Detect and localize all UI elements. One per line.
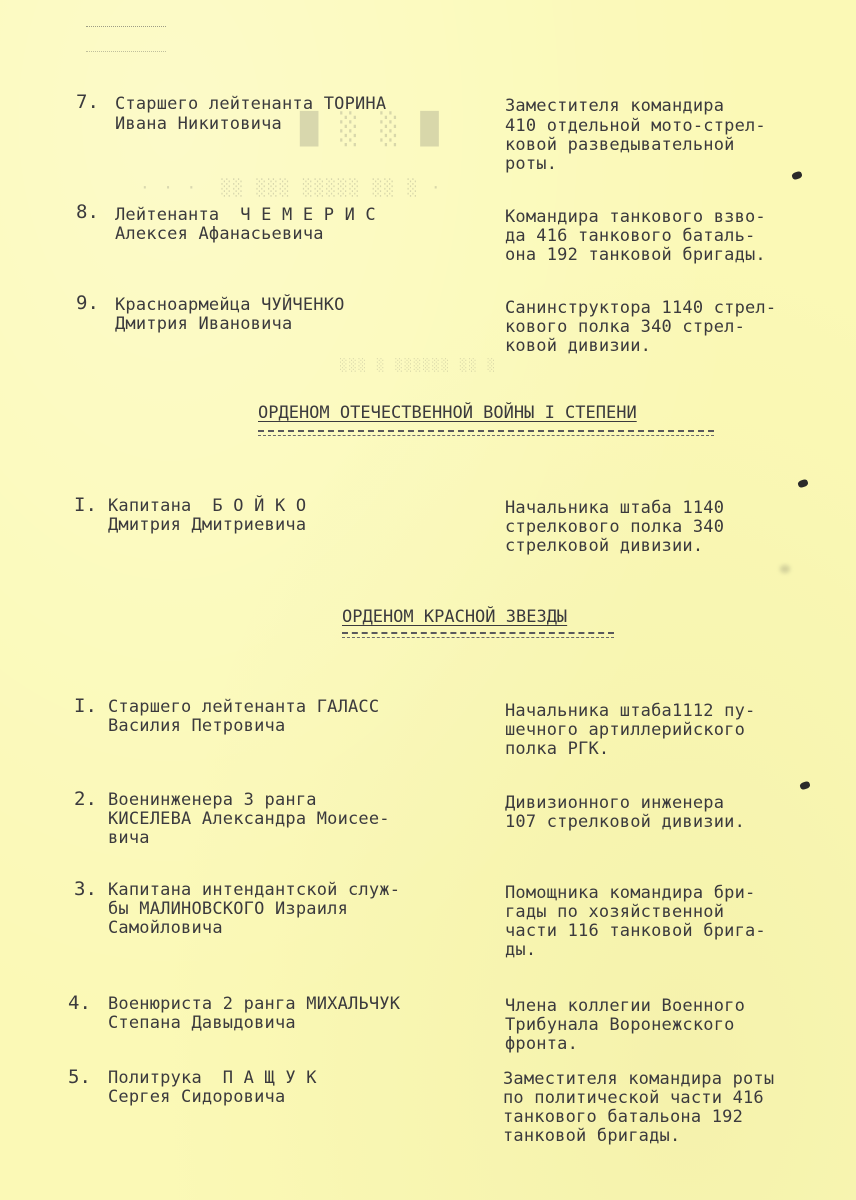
bleed-through-artifact: · · · ░░ ░░░ ░░░░░ ░░ ░ · bbox=[140, 178, 443, 197]
entry-number: 9. bbox=[76, 292, 99, 314]
ink-blot bbox=[797, 479, 809, 489]
position-line: фронта. bbox=[505, 1034, 579, 1054]
position-line: Помощника командира бри- bbox=[505, 883, 756, 903]
recipient-rank-name: Военюриста 2 ранга МИХАЛЬЧУК bbox=[108, 994, 401, 1014]
position-line: роты. bbox=[505, 154, 558, 174]
entry-number: 3. bbox=[74, 878, 97, 900]
position-line: Члена коллегии Военного bbox=[505, 996, 746, 1016]
recipient-rank-name: Политрука П А Щ У К bbox=[108, 1068, 317, 1088]
position-line: кового полка 340 стрел- bbox=[505, 317, 746, 337]
recipient-given-names: Сергея Сидоровича bbox=[108, 1087, 286, 1107]
position-line: стрелковой дивизии. bbox=[505, 536, 704, 556]
entry-number: 5. bbox=[68, 1066, 91, 1088]
bleed-through-artifact: ░░░ ░ ░░░░░░ ░░ ░ bbox=[340, 358, 497, 372]
recipient-rank-name: Военинженера 3 ранга bbox=[108, 790, 317, 810]
recipient-name-continuation: Самойловича bbox=[108, 918, 223, 938]
recipient-rank-name: Лейтенанта Ч Е М Е Р И С bbox=[115, 205, 376, 225]
position-line: танковой бригады. bbox=[503, 1126, 681, 1146]
entry-number: 8. bbox=[76, 201, 99, 223]
recipient-rank-name: Красноармейца ЧУЙЧЕНКО bbox=[115, 295, 345, 315]
recipient-given-names: Дмитрия Ивановича bbox=[115, 314, 293, 334]
position-line: полка РГК. bbox=[505, 739, 610, 759]
position-line: она 192 танковой бригады. bbox=[505, 245, 766, 265]
entry-number: I. bbox=[74, 494, 97, 516]
position-line: гады по хозяйственной bbox=[505, 902, 725, 922]
recipient-name-continuation: вича bbox=[108, 828, 150, 848]
corner-pencil-scribble bbox=[86, 26, 166, 52]
section-heading: ОРДЕНОМ КРАСНОЙ ЗВЕЗДЫ bbox=[342, 607, 568, 627]
recipient-rank-name: Старшего лейтенанта ГАЛАСС bbox=[108, 697, 380, 717]
position-line: Начальника штаба1112 пу- bbox=[505, 701, 756, 721]
position-line: да 416 танкового баталь- bbox=[505, 226, 756, 246]
position-line: части 116 танковой бригa- bbox=[505, 921, 766, 941]
heading-underline-rule bbox=[258, 430, 714, 436]
entry-number: 4. bbox=[68, 992, 91, 1014]
position-line: стрелкового полка 340 bbox=[505, 517, 725, 537]
position-line: Трибунала Воронежского bbox=[505, 1015, 735, 1035]
recipient-given-names: Алексея Афанасьевича bbox=[115, 224, 324, 244]
position-line: шечного артиллерийского bbox=[505, 720, 746, 740]
section-heading: ОРДЕНОМ ОТЕЧЕСТВЕННОЙ ВОЙНЫ I СТЕПЕНИ bbox=[258, 403, 637, 423]
ink-blot bbox=[799, 781, 811, 791]
position-line: 410 отдельной мото-стрел- bbox=[505, 116, 766, 136]
recipient-rank-name: Старшего лейтенанта ТОРИНА bbox=[115, 94, 387, 114]
position-line: Начальника штаба 1140 bbox=[505, 498, 725, 518]
recipient-given-names: бы МАЛИНОВСКОГО Израиля bbox=[108, 899, 349, 919]
entry-number: 2. bbox=[74, 788, 97, 810]
recipient-given-names: Ивана Никитовича bbox=[115, 114, 282, 134]
position-line: Заместителя командира роты bbox=[503, 1069, 775, 1089]
position-line: Дивизионного инженера bbox=[505, 793, 725, 813]
position-line: ковой разведывательной bbox=[505, 135, 735, 155]
position-line: ковой дивизии. bbox=[505, 336, 652, 356]
heading-underline-rule bbox=[342, 632, 614, 638]
entry-number: I. bbox=[74, 695, 97, 717]
position-line: 107 стрелковой дивизии. bbox=[505, 812, 746, 832]
recipient-given-names: Василия Петровича bbox=[108, 716, 286, 736]
recipient-rank-name: Капитана Б О Й К О bbox=[108, 496, 307, 516]
recipient-rank-name: Капитана интендантской служ- bbox=[108, 880, 401, 900]
recipient-given-names: Степана Давыдовича bbox=[108, 1013, 296, 1033]
position-line: Командира танкового взво- bbox=[505, 207, 766, 227]
position-line: по политической части 416 bbox=[503, 1088, 764, 1108]
bleed-through-artifact: █ ░ ░ █ bbox=[300, 112, 441, 147]
entry-number: 7. bbox=[76, 91, 99, 113]
recipient-given-names: Дмитрия Дмитриевича bbox=[108, 515, 307, 535]
position-line: Заместителя командира bbox=[505, 96, 725, 116]
ink-blot bbox=[791, 171, 803, 181]
position-line: танкового батальона 192 bbox=[503, 1107, 744, 1127]
position-line: Санинструктора 1140 стрел- bbox=[505, 298, 777, 318]
recipient-given-names: КИСЕЛЕВА Александра Моисее- bbox=[108, 809, 390, 829]
position-line: ды. bbox=[505, 940, 537, 960]
paper-smudge bbox=[780, 565, 790, 573]
